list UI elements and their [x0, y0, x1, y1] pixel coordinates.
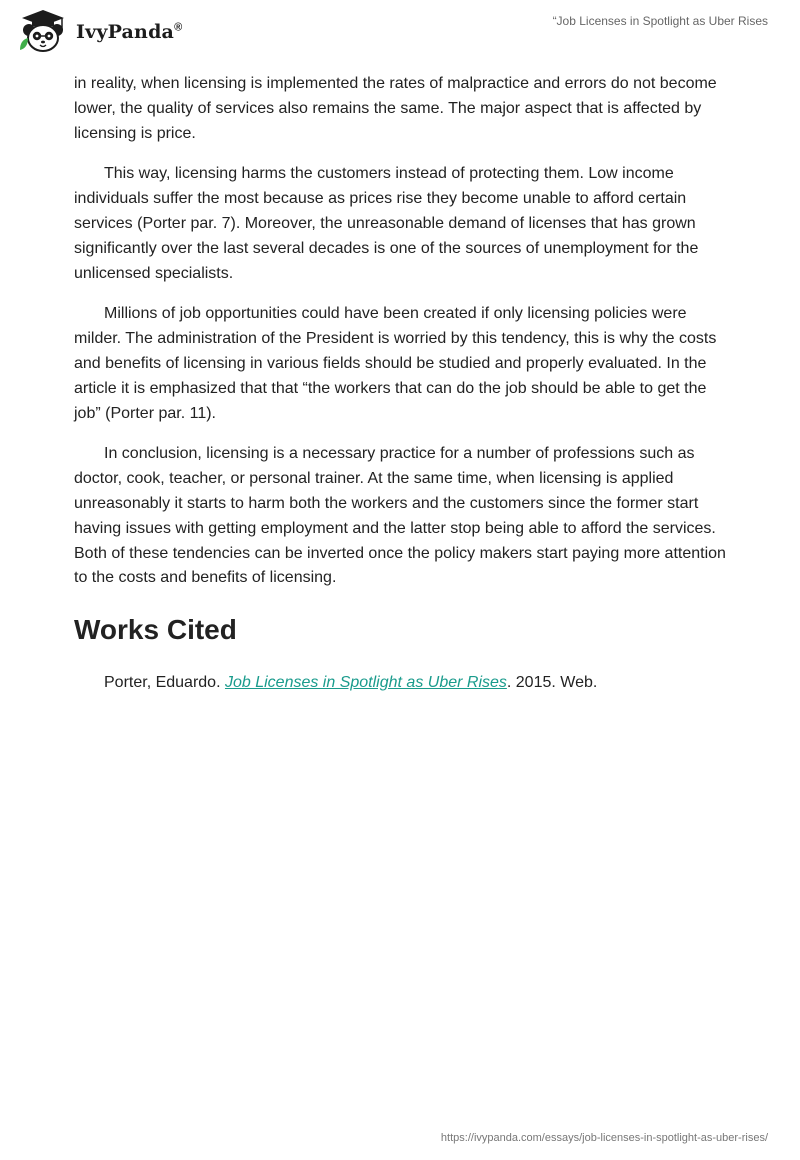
page-header	[0, 0, 800, 64]
paragraph: In conclusion, licensing is a necessary practice for a number of professions such as doctor, cook, teacher, or personal trainer. At the same time, when licensing is applied unreasonably it starts to harm both the workers and the customers since the former start having issues with getting employment and the latter stop being able to afford the services. Both of these tendencies can be inverted once the policy makers start paying more attention to the costs and benefits of licensing.	[74, 445, 726, 587]
paragraph: Millions of job opportunities could have been created if only licensing policies were milder. The administration of the President is worried by this tendency, this is why the costs and benefits of licensing in various fields should be studied and properly evaluated. In the article it is emphasized that that “the workers that can do the job should be able to get the job” (Porter par. 11).	[74, 305, 717, 422]
essay-body	[74, 72, 730, 712]
panda-graduate-icon	[16, 8, 70, 54]
citation-details: . 2015. Web.	[506, 674, 598, 692]
citation-author: Porter, Eduardo.	[104, 674, 225, 692]
works-cited-heading: Works Cited	[74, 614, 237, 646]
logo-wordmark: IvyPanda®	[76, 21, 183, 43]
paragraph: in reality, when licensing is implemented the rates of malpractice and errors do not become lower, the quality of services also remains the same. The major aspect that is affected by licensing is price.	[74, 75, 717, 142]
ivypanda-logo[interactable]	[16, 8, 182, 54]
citation-entry	[74, 671, 730, 696]
footer-url: https://ivypanda.com/essays/job-licenses-in-spotlight-as-uber-rises/	[440, 1132, 768, 1144]
citation-title-link[interactable]: Job Licenses in Spotlight as Uber Rises	[224, 674, 507, 692]
paragraph: This way, licensing harms the customers instead of protecting them. Low income individuals suffer the most because as prices rise they become unable to afford certain services (Porter par. 7). Moreover, the unreasonable demand of licenses that has grown significantly over the last several decades is one of the sources of unemployment for the unlicensed specialists.	[74, 165, 699, 282]
running-title: “Job Licenses in Spotlight as Uber Rises	[552, 14, 768, 28]
